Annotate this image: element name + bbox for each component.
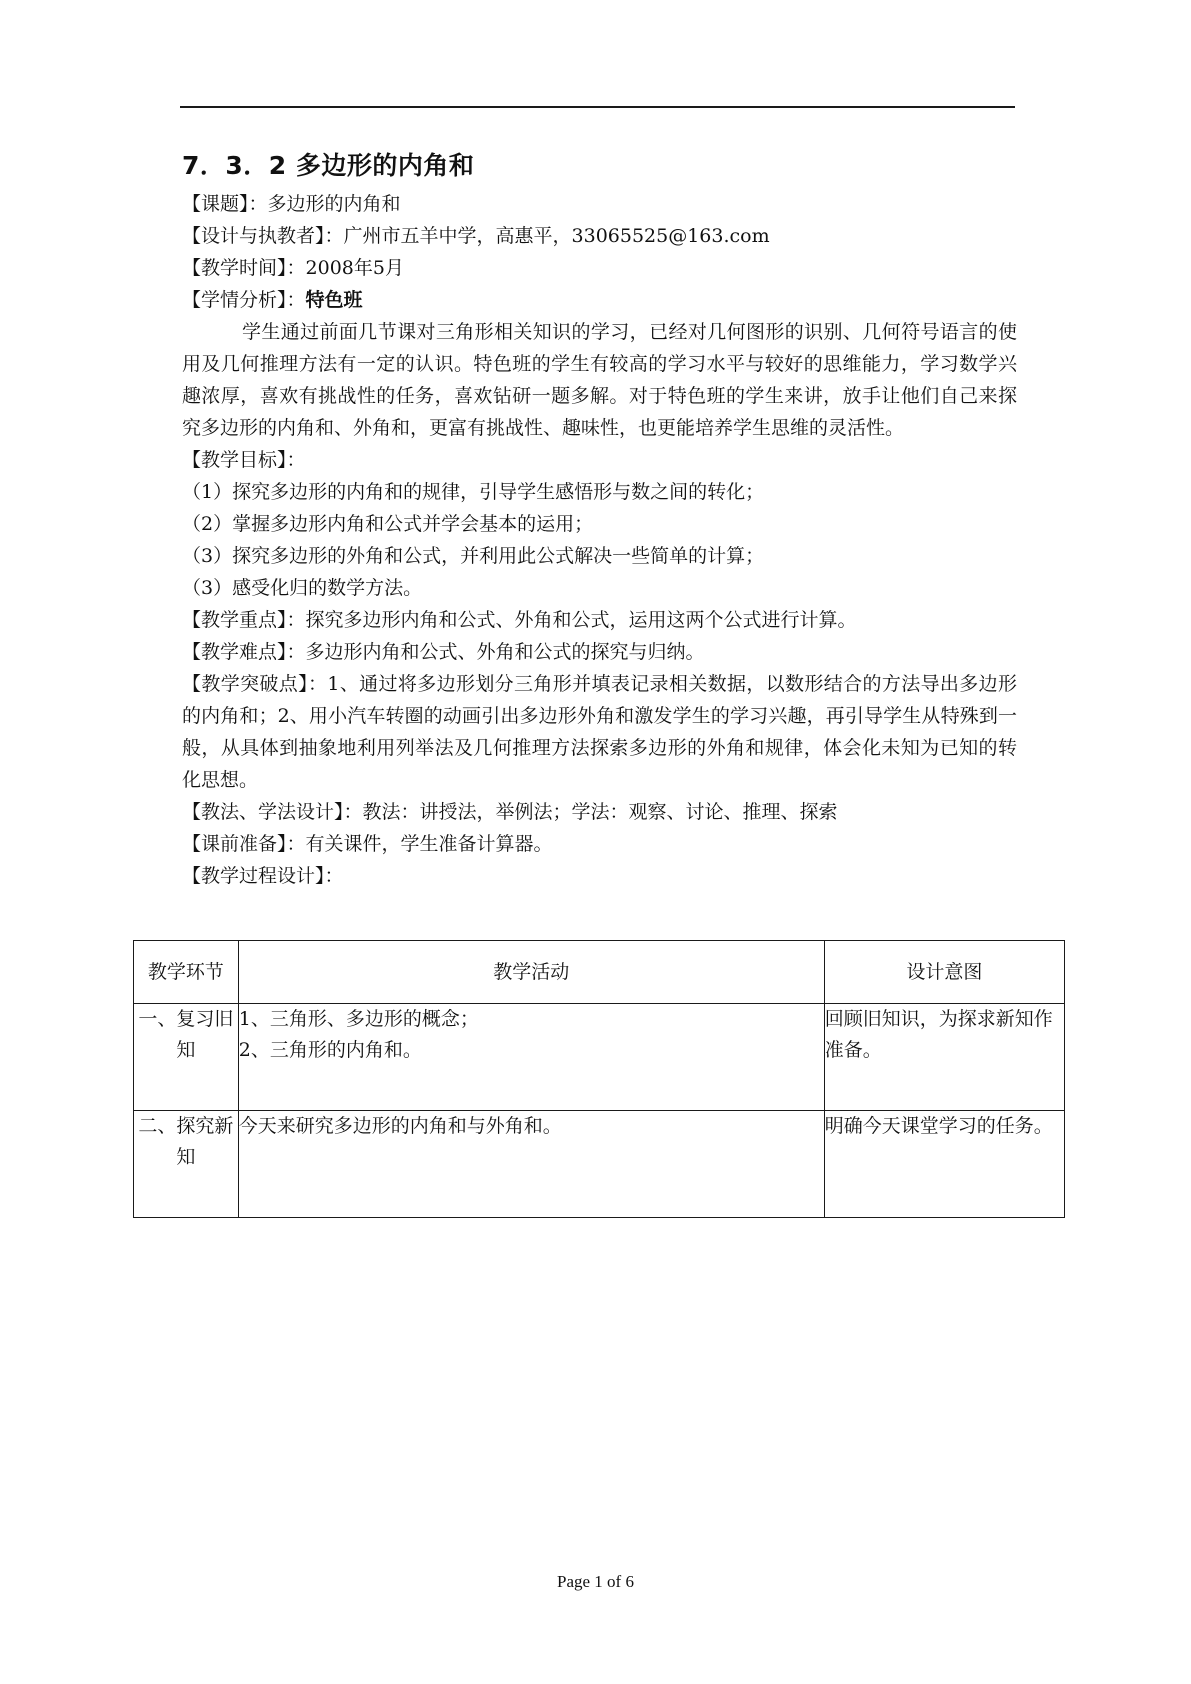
preparation-line: 【课前准备】：有关课件，学生准备计算器。 — [182, 833, 553, 855]
row-intent: 回顾旧知识，为探求新知作准备。 — [824, 1004, 1064, 1111]
lesson-plan-table — [133, 940, 1065, 1218]
time-line — [182, 252, 1022, 284]
topic-value: 多边形的内角和 — [267, 193, 401, 215]
document-body — [182, 148, 1022, 892]
goal-item: （3）探究多边形的外角和公式，并利用此公式解决一些简单的计算； — [182, 545, 765, 567]
goal-item: （1）探究多边形的内角和的规律，引导学生感悟形与数之间的转化； — [182, 481, 765, 503]
activity-line: 1、三角形、多边形的概念； — [238, 1008, 479, 1030]
breakthrough-paragraph: 【教学突破点】：1、通过将多边形划分三角形并填表记录相关数据，以数形结合的方法导出多边形的内角和；2、用小汽车转圈的动画引出多边形外角和激发学生的学习兴趣，再引导学生从特殊到一般，从具体到抽象地利用列举法及几何推理方法探索多边形的外角和规律，体会化未知为已知的转化思想。 — [182, 673, 1017, 791]
table-header-row — [134, 941, 1065, 1004]
table-row — [134, 1111, 1065, 1218]
row-activity — [238, 1111, 824, 1218]
time-label: 【教学时间】： — [182, 257, 306, 279]
table-row — [134, 1004, 1065, 1111]
analysis-line — [182, 284, 1022, 316]
header-stage: 教学环节 — [134, 941, 239, 1004]
analysis-value: 特色班 — [305, 289, 363, 311]
author-label: 【设计与执教者】： — [182, 225, 344, 247]
row-stage: 一、复习旧知 — [134, 1004, 239, 1111]
row-intent: 明确今天课堂学习的任务。 — [824, 1111, 1064, 1218]
analysis-paragraph: 学生通过前面几节课对三角形相关知识的学习，已经对几何图形的识别、几何符号语言的使用及几何推理方法有一定的认识。特色班的学生有较高的学习水平与较好的思维能力，学习数学兴趣浓厚，喜欢有挑战性的任务，喜欢钻研一题多解。对于特色班的学生来讲，放手让他们自己来探究多边形的内角和、外角和，更富有挑战性、趣味性，也更能培养学生思维的灵活性。 — [182, 321, 1017, 439]
analysis-label: 【学情分析】： — [182, 289, 306, 311]
activity-line: 2、三角形的内角和。 — [238, 1039, 422, 1061]
header-intent: 设计意图 — [824, 941, 1064, 1004]
page-footer: Page 1 of 6 — [557, 1572, 634, 1591]
row-stage: 二、探究新知 — [134, 1111, 239, 1218]
topic-label: 【课题】： — [182, 193, 268, 215]
key-points: 【教学重点】：探究多边形内角和公式、外角和公式，运用这两个公式进行计算。 — [182, 609, 857, 631]
header-rule — [180, 106, 1015, 108]
process-label: 【教学过程设计】： — [182, 865, 344, 887]
author-line — [182, 220, 1022, 252]
goal-item: （2）掌握多边形内角和公式并学会基本的运用； — [182, 513, 594, 535]
page-title: 7．3．2 多边形的内角和 — [182, 151, 475, 180]
author-value: 广州市五羊中学，高惠平，33065525@163.com — [343, 225, 770, 247]
row-activity — [238, 1004, 824, 1111]
activity-line: 今天来研究多边形的内角和与外角和。 — [238, 1115, 562, 1137]
topic-line — [182, 188, 1022, 220]
goals-label: 【教学目标】： — [182, 449, 306, 471]
time-value: 2008年5月 — [305, 257, 404, 279]
difficulties: 【教学难点】：多边形内角和公式、外角和公式的探究与归纳。 — [182, 641, 705, 663]
methods-line: 【教法、学法设计】：教法：讲授法，举例法；学法：观察、讨论、推理、探索 — [182, 801, 838, 823]
goal-item: （3）感受化归的数学方法。 — [182, 577, 423, 599]
header-activity: 教学活动 — [238, 941, 824, 1004]
